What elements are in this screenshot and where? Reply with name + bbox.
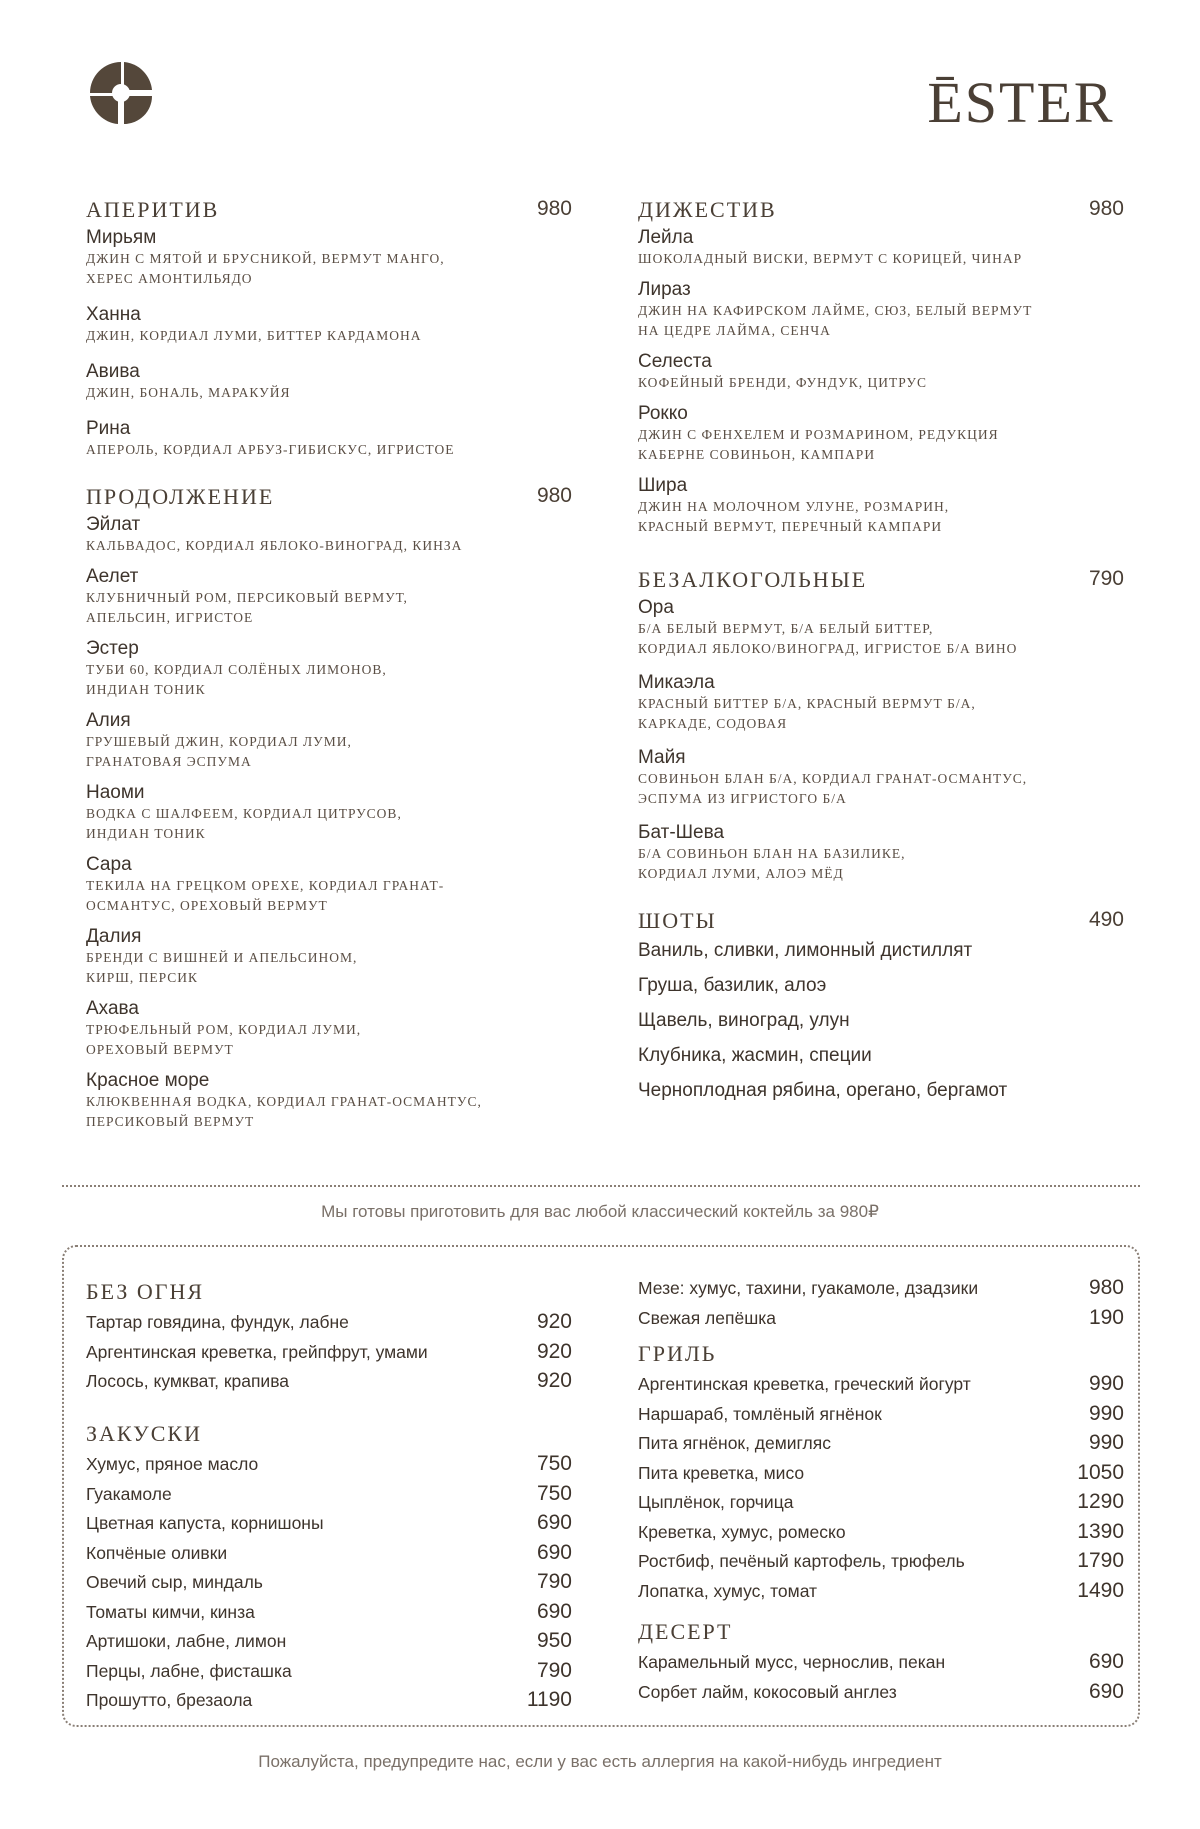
cocktail-description: ДЖИН С МЯТОЙ И БРУСНИКОЙ, ВЕРМУТ МАНГО,: [86, 251, 445, 266]
food-price: 1490: [1077, 1578, 1124, 1602]
cocktail-description: ТУБИ 60, КОРДИАЛ СОЛЁНЫХ ЛИМОНОВ,: [86, 662, 387, 677]
cocktail-name: Бат-Шева: [638, 822, 725, 843]
cocktail-name: Далия: [86, 926, 142, 947]
section-header: [638, 908, 1124, 938]
cocktail-name: Сара: [86, 854, 132, 875]
food-price: 1050: [1077, 1460, 1124, 1484]
cocktail-item: [638, 279, 1124, 341]
cocktail-description: КОРДИАЛ ЛУМИ, АЛОЭ МЁД: [638, 866, 844, 881]
cocktail-name: Ахава: [86, 998, 139, 1019]
menu-section-shots: [638, 908, 1124, 1101]
cocktail-item: [86, 514, 572, 556]
food-name: Аргентинская креветка, греческий йогурт: [638, 1374, 971, 1394]
shot-item: Черноплодная рябина, орегано, бергамот: [638, 1080, 1008, 1101]
cocktail-description: ОСМАНТУС, ОРЕХОВЫЙ ВЕРМУТ: [86, 898, 328, 913]
food-item: [86, 1600, 572, 1629]
food-item: [86, 1482, 572, 1511]
food-price: 790: [536, 1658, 572, 1682]
cocktail-item: [86, 710, 572, 772]
food-name: Лосось, кумкват, крапива: [86, 1371, 290, 1391]
cocktail-item: [86, 998, 572, 1060]
cocktail-description: КАРКАДЕ, СОДОВАЯ: [638, 716, 788, 731]
cocktail-item: [86, 361, 572, 403]
food-name: Перцы, лабне, фисташка: [86, 1660, 292, 1681]
cocktail-description: ТРЮФЕЛЬНЫЙ РОМ, КОРДИАЛ ЛУМИ,: [86, 1022, 362, 1037]
section-price: 790: [1088, 567, 1124, 590]
section-price: 490: [1088, 908, 1124, 931]
food-section-title: БЕЗ ОГНЯ: [86, 1279, 205, 1304]
cocktail-description: КЛУБНИЧНЫЙ РОМ, ПЕРСИКОВЫЙ ВЕРМУТ,: [86, 590, 408, 605]
cocktail-item: [638, 747, 1124, 809]
cocktail-item: [86, 418, 572, 460]
cocktail-item: [86, 854, 572, 916]
food-name: Пита ягнёнок, демигляс: [638, 1433, 831, 1453]
food-item: [86, 1369, 572, 1398]
food-item: [638, 1650, 1124, 1679]
food-item: [86, 1340, 572, 1369]
cocktail-name: Алия: [86, 710, 131, 731]
section-header: [638, 567, 1124, 597]
food-price: 690: [1088, 1650, 1124, 1673]
food-item: [638, 1680, 1124, 1709]
cocktail-description: КАБЕРНЕ СОВИНЬОН, КАМПАРИ: [638, 447, 876, 462]
brand-wordmark: [910, 62, 1132, 132]
section-header: [86, 197, 572, 227]
cocktail-description: КОРДИАЛ ЯБЛОКО/ВИНОГРАД, ИГРИСТОЕ Б/А ВИНО: [638, 641, 1018, 656]
food-item: [638, 1431, 1124, 1460]
food-item: [638, 1461, 1124, 1490]
food-item: [86, 1310, 572, 1339]
cocktail-description: КРАСНЫЙ ВЕРМУТ, ПЕРЕЧНЫЙ КАМПАРИ: [638, 519, 943, 534]
menu-section: [86, 197, 572, 457]
cocktail-description: НА ЦЕДРЕ ЛАЙМА, СЕНЧА: [638, 323, 831, 338]
food-price: 750: [536, 1481, 572, 1505]
food-price: 920: [536, 1369, 572, 1392]
cocktail-description: ПЕРСИКОВЫЙ ВЕРМУТ: [86, 1114, 255, 1129]
cocktail-description: ГРУШЕВЫЙ ДЖИН, КОРДИАЛ ЛУМИ,: [86, 734, 352, 749]
food-name: Наршараб, томлёный ягнёнок: [638, 1403, 882, 1424]
section-title: ПРОДОЛЖЕНИЕ: [86, 484, 275, 509]
section-price: 980: [536, 484, 572, 507]
menu-section: [638, 197, 1124, 534]
food-price: 690: [536, 1599, 572, 1623]
shot-item: Щавель, виноград, улун: [638, 1010, 850, 1031]
food-item: [638, 1549, 1124, 1578]
food-price: 980: [1088, 1276, 1124, 1299]
food-name: Сорбет лайм, кокосовый англез: [638, 1681, 897, 1702]
menu-section: [638, 567, 1124, 881]
cocktail-name: Ора: [638, 597, 674, 618]
cocktail-name: Рина: [86, 418, 131, 439]
food-price: 990: [1088, 1372, 1124, 1395]
food-price: 750: [536, 1452, 572, 1475]
food-section-title: ГРИЛЬ: [638, 1341, 717, 1366]
cocktail-description: ДЖИН, КОРДИАЛ ЛУМИ, БИТТЕР КАРДАМОНА: [86, 328, 422, 343]
food-price: 1190: [526, 1688, 572, 1711]
cocktail-description: КРАСНЫЙ БИТТЕР Б/А, КРАСНЫЙ ВЕРМУТ Б/А,: [638, 696, 976, 711]
shot-item: Ваниль, сливки, лимонный дистиллят: [638, 940, 973, 961]
cocktail-description: ГРАНАТОВАЯ ЭСПУМА: [86, 754, 252, 769]
food-price: 1790: [1077, 1549, 1124, 1572]
food-item: [86, 1511, 572, 1540]
food-menu-box: [62, 1245, 1140, 1727]
allergy-note: Пожалуйста, предупредите нас, если у вас есть аллергия на какой-нибудь ингредиент: [258, 1752, 942, 1771]
food-name: Аргентинская креветка, грейпфрут, умами: [86, 1341, 428, 1362]
section-header: [86, 484, 572, 514]
food-price: 690: [536, 1540, 572, 1564]
cocktail-name: Лейла: [638, 227, 694, 248]
cocktail-description: КАЛЬВАДОС, КОРДИАЛ ЯБЛОКО-ВИНОГРАД, КИНЗА: [86, 538, 463, 553]
section-title: БЕЗАЛКОГОЛЬНЫЕ: [638, 567, 868, 592]
cocktail-description: БРЕНДИ С ВИШНЕЙ И АПЕЛЬСИНОМ,: [86, 950, 358, 965]
cocktail-name: Лираз: [638, 279, 691, 300]
cocktail-item: [638, 475, 1124, 537]
cocktail-description: АПЕЛЬСИН, ИГРИСТОЕ: [86, 610, 254, 625]
cocktail-name: Аелет: [86, 566, 139, 587]
cocktail-description: ДЖИН С ФЕНХЕЛЕМ И РОЗМАРИНОМ, РЕДУКЦИЯ: [638, 427, 999, 442]
food-item: [638, 1306, 1124, 1335]
food-name: Мезе: хумус, тахини, гуакамоле, дзадзики: [638, 1278, 979, 1298]
cocktail-description: СОВИНЬОН БЛАН Б/А, КОРДИАЛ ГРАНАТ-ОСМАНТУС,: [638, 771, 1028, 786]
food-name: Карамельный мусс, чернослив, пекан: [638, 1652, 946, 1672]
food-item: [86, 1629, 572, 1658]
cocktail-item: [86, 1070, 572, 1132]
section-title: ДИЖЕСТИВ: [638, 197, 777, 222]
food-name: Хумус, пряное масло: [86, 1454, 259, 1474]
food-name: Тартар говядина, фундук, лабне: [86, 1312, 349, 1332]
food-item: [86, 1452, 572, 1481]
cocktail-name: Красное море: [86, 1070, 210, 1091]
cocktail-description: ВОДКА С ШАЛФЕЕМ, КОРДИАЛ ЦИТРУСОВ,: [86, 806, 402, 821]
food-price: 920: [536, 1310, 572, 1333]
brand-wordmark-text: ĒSTER: [927, 70, 1115, 132]
food-price: 1290: [1077, 1490, 1124, 1513]
food-name: Пита креветка, мисо: [638, 1462, 805, 1483]
food-name: Овечий сыр, миндаль: [86, 1572, 263, 1592]
divider: [62, 1185, 1140, 1187]
food-name: Артишоки, лабне, лимон: [86, 1631, 287, 1651]
shot-item: Груша, базилик, алоэ: [638, 975, 827, 996]
cocktail-name: Шира: [638, 475, 688, 496]
food-item: [638, 1579, 1124, 1608]
cocktail-description: Б/А БЕЛЫЙ ВЕРМУТ, Б/А БЕЛЫЙ БИТТЕР,: [638, 621, 934, 636]
cocktail-description: ЭСПУМА ИЗ ИГРИСТОГО Б/А: [638, 791, 847, 806]
cocktail-item: [86, 782, 572, 844]
food-price: 990: [1088, 1431, 1124, 1454]
food-price: 1390: [1077, 1519, 1124, 1543]
food-section-title: ДЕСЕРТ: [638, 1619, 733, 1644]
food-name: Цветная капуста, корнишоны: [86, 1513, 324, 1533]
food-name: Гуакамоле: [86, 1483, 172, 1504]
cocktail-item: [638, 227, 1124, 269]
section-title: АПЕРИТИВ: [86, 197, 220, 222]
cocktail-description: ХЕРЕС АМОНТИЛЬЯДО: [86, 271, 253, 286]
food-name: Цыплёнок, горчица: [638, 1492, 794, 1512]
cocktail-description: ШОКОЛАДНЫЙ ВИСКИ, ВЕРМУТ С КОРИЦЕЙ, ЧИНАР: [638, 251, 1023, 266]
food-name: Томаты кимчи, кинза: [86, 1601, 255, 1622]
food-item: [86, 1570, 572, 1599]
cocktail-name: Эстер: [86, 638, 139, 659]
cocktail-name: Ханна: [86, 304, 141, 325]
food-item: [638, 1402, 1124, 1431]
cocktail-name: Микаэла: [638, 672, 715, 693]
food-item: [86, 1541, 572, 1570]
food-name: Прошутто, брезаола: [86, 1690, 253, 1710]
cocktail-name: Наоми: [86, 782, 145, 803]
food-price: 690: [1088, 1679, 1124, 1703]
food-item: [638, 1276, 1124, 1305]
section-price: 980: [1088, 197, 1124, 220]
cocktail-description: КЛЮКВЕННАЯ ВОДКА, КОРДИАЛ ГРАНАТ-ОСМАНТУС,: [86, 1094, 482, 1109]
food-name: Ростбиф, печёный картофель, трюфель: [638, 1551, 965, 1571]
cocktail-item: [638, 822, 1124, 884]
cocktail-description: ИНДИАН ТОНИК: [86, 682, 206, 697]
food-price: 990: [1088, 1401, 1124, 1425]
cocktail-item: [86, 304, 572, 346]
section-header: [638, 197, 1124, 227]
food-price: 190: [1088, 1305, 1124, 1329]
food-name: Копчёные оливки: [86, 1542, 228, 1563]
cocktail-name: Майя: [638, 747, 686, 768]
cocktail-name: Мирьям: [86, 227, 157, 248]
cocktail-description: ДЖИН НА МОЛОЧНОМ УЛУНЕ, РОЗМАРИН,: [638, 499, 950, 514]
cocktail-description: КИРШ, ПЕРСИК: [86, 970, 199, 985]
menu-section: [86, 484, 572, 1129]
cocktail-description: Б/А СОВИНЬОН БЛАН НА БАЗИЛИКЕ,: [638, 846, 906, 861]
cocktail-name: Авива: [86, 361, 140, 382]
cocktail-description: ИНДИАН ТОНИК: [86, 826, 206, 841]
food-price: 690: [536, 1511, 572, 1534]
cocktail-description: ОРЕХОВЫЙ ВЕРМУТ: [86, 1042, 234, 1057]
classic-cocktail-note: Мы готовы приготовить для вас любой классический коктейль за 980₽: [321, 1202, 879, 1221]
food-name: Свежая лепёшка: [638, 1307, 777, 1328]
food-price: 950: [536, 1629, 572, 1652]
cocktail-description: ДЖИН НА КАФИРСКОМ ЛАЙМЕ, СЮЗ, БЕЛЫЙ ВЕРМУТ: [638, 303, 1033, 318]
cocktail-item: [638, 597, 1124, 659]
shot-item: Клубника, жасмин, специи: [638, 1045, 872, 1066]
cocktail-description: ДЖИН, БОНАЛЬ, МАРАКУЙЯ: [86, 385, 291, 400]
food-item: [86, 1659, 572, 1688]
cocktail-item: [86, 566, 572, 628]
cocktail-item: [86, 926, 572, 988]
food-price: 920: [536, 1339, 572, 1363]
food-section-title: ЗАКУСКИ: [86, 1421, 202, 1446]
section-price: 980: [536, 197, 572, 220]
cocktail-item: [638, 403, 1124, 465]
cocktail-item: [638, 351, 1124, 393]
cocktail-description: ТЕКИЛА НА ГРЕЦКОМ ОРЕХЕ, КОРДИАЛ ГРАНАТ-: [86, 878, 445, 893]
cocktail-item: [86, 638, 572, 700]
cocktail-item: [638, 672, 1124, 734]
food-item: [86, 1688, 572, 1717]
food-name: Лопатка, хумус, томат: [638, 1580, 818, 1601]
cocktail-description: АПЕРОЛЬ, КОРДИАЛ АРБУЗ-ГИБИСКУС, ИГРИСТОЕ: [86, 442, 455, 457]
cocktail-description: КОФЕЙНЫЙ БРЕНДИ, ФУНДУК, ЦИТРУС: [638, 375, 927, 390]
food-price: 790: [536, 1570, 572, 1593]
food-name: Креветка, хумус, ромеско: [638, 1521, 846, 1542]
food-item: [638, 1372, 1124, 1401]
cocktail-name: Рокко: [638, 403, 688, 424]
cocktail-item: [86, 227, 572, 289]
cocktail-name: Эйлат: [86, 514, 141, 535]
food-item: [638, 1520, 1124, 1549]
cocktail-name: Селеста: [638, 351, 712, 372]
ester-logo-icon: [84, 56, 158, 130]
section-title: ШОТЫ: [638, 908, 717, 933]
food-item: [638, 1490, 1124, 1519]
